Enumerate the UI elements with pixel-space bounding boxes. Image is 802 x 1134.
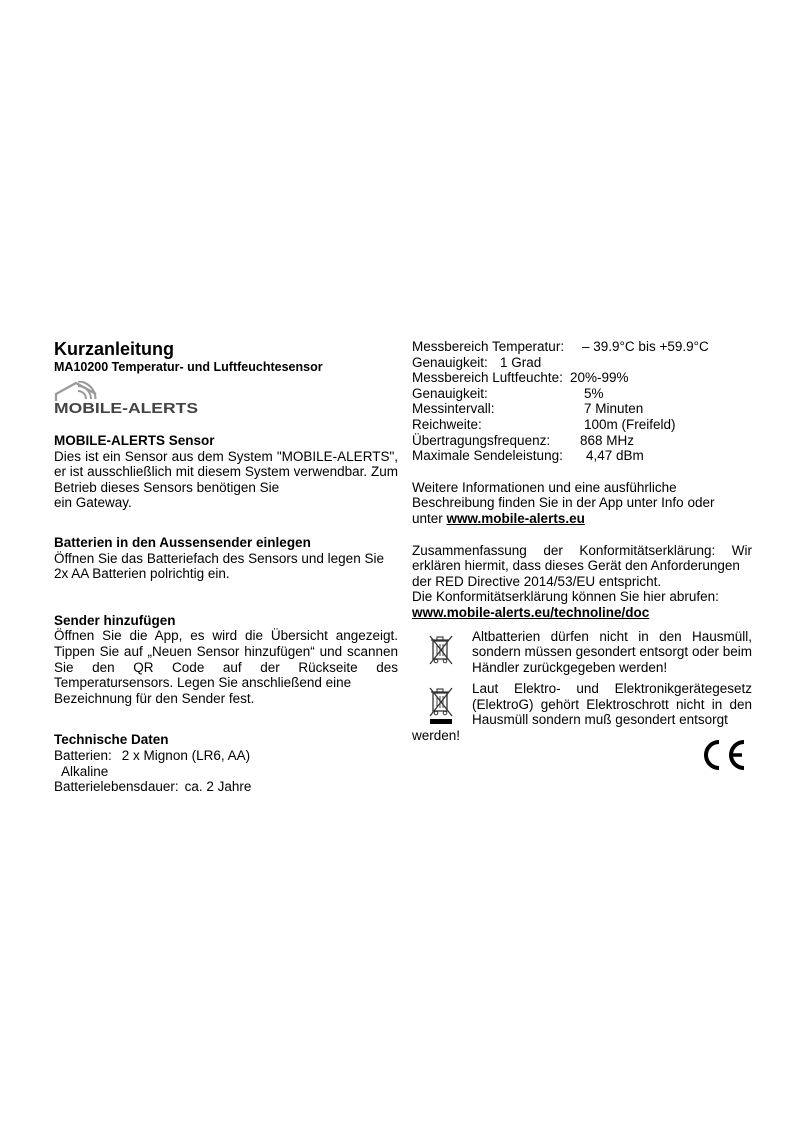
battery-description: Öffnen Sie das Batteriefach des Sensors und legen Sie 2x AA Batterien polrichtig ein.: [54, 550, 384, 582]
page-title: Kurzanleitung: [54, 339, 174, 359]
ce-mark-wrapper: [412, 738, 752, 772]
sensor-heading: MOBILE-ALERTS Sensor: [54, 433, 215, 448]
spec-label: Maximale Sendeleistung:: [412, 448, 563, 464]
website-link[interactable]: www.mobile-alerts.eu: [446, 510, 585, 526]
conformity-link[interactable]: www.mobile-alerts.eu/technoline/doc: [412, 604, 650, 620]
battery-disposal-notice: [412, 629, 752, 676]
battery-disposal-text: Altbatterien dürfen nicht in den Hausmüll, sondern müssen gesondert entsorgt oder beim Händler zurückgegeben werden!: [472, 628, 752, 675]
left-column: [54, 338, 398, 795]
spec-value: 7 Minuten: [584, 401, 644, 417]
spec-row: [412, 448, 752, 464]
info-prefix: unter: [412, 510, 443, 526]
tech-row-batteries: [54, 748, 398, 764]
tech-heading: Technische Daten: [54, 732, 169, 748]
sensor-description-end: ein Gateway.: [54, 495, 132, 511]
tech-batteries-extra: Alkaline: [61, 763, 109, 779]
spec-value: 1 Grad: [500, 354, 542, 370]
spec-value: 868 MHz: [580, 432, 635, 448]
spec-row: [412, 433, 752, 449]
spec-value: 5%: [584, 385, 604, 401]
ce-mark-icon: [700, 738, 748, 772]
conformity-directive: der RED Directive 2014/53/EU entspricht.: [412, 573, 662, 589]
spec-label: Reichweite:: [412, 416, 482, 432]
spec-label: Messintervall:: [412, 401, 495, 417]
mobile-alerts-logo: [54, 381, 200, 415]
battery-heading: Batterien in den Aussensender einlegen: [54, 534, 311, 550]
spec-row: [412, 386, 752, 402]
spec-row: [412, 355, 752, 371]
crossed-bin-bar-icon: [412, 681, 470, 728]
conformity-summary: Zusammenfassung der Konformitätserklärung: Wir erklären hiermit, dass dieses Gerät den Anforderungen: [412, 542, 752, 574]
tech-label: Batterielebensdauer:: [54, 779, 179, 795]
spec-value: 100m (Freifeld): [584, 416, 676, 432]
info-text: Weitere Informationen und eine ausführliche Beschreibung finden Sie in der App unter Info oder: [412, 479, 715, 511]
conformity-call: Die Konformitätserklärung können Sie hier abrufen:: [412, 589, 719, 605]
product-subtitle: MA10200 Temperatur- und Luftfeuchtesensor: [54, 360, 323, 374]
spec-row: [412, 417, 752, 433]
weee-disposal-end: werden!: [412, 728, 461, 744]
spec-value: – 39.9°C bis +59.9°C: [582, 339, 709, 354]
tech-value: ca. 2 Jahre: [184, 779, 252, 795]
tech-row-life: [54, 779, 398, 795]
weee-disposal-notice: [412, 681, 752, 728]
spec-value: 20%-99%: [570, 370, 629, 386]
tech-label: Batterien:: [54, 747, 112, 763]
logo-text: MOBILE-ALERTS: [54, 400, 198, 415]
add-sender-description-end: Bezeichnung für den Sender fest.: [54, 690, 255, 706]
spec-label: Genauigkeit:: [412, 354, 488, 370]
add-sender-description: Öffnen Sie die App, es wird die Übersicht angezeigt. Tippen Sie auf „Neuen Sensor hinzufügen“ und scannen Sie den QR Code auf der Rückseite des Temperatursensors. Legen Sie anschließend eine: [54, 628, 398, 691]
right-column: [412, 338, 752, 772]
spec-row: [412, 401, 752, 417]
spec-label: Übertragungsfrequenz:: [412, 432, 551, 448]
add-sender-heading: Sender hinzufügen: [54, 612, 176, 628]
spec-label: Messbereich Luftfeuchte:: [412, 370, 563, 386]
spec-row: [412, 370, 752, 386]
spec-value: 4,47 dBm: [586, 448, 644, 464]
tech-value: 2 x Mignon (LR6, AA): [121, 747, 251, 763]
weee-disposal-text: Laut Elektro- und Elektronikgerätegesetz (ElektroG) gehört Elektroschrott nicht in den Hausmüll sondern muß gesondert entsorgt: [472, 681, 752, 728]
spec-label: Genauigkeit:: [412, 385, 488, 401]
crossed-bin-icon: [412, 629, 470, 676]
info-line: [412, 511, 752, 527]
sensor-description: Dies ist ein Sensor aus dem System "MOBILE-ALERTS", er ist ausschließlich mit diesem System verwendbar. Zum Betrieb dieses Sensors benötigen Sie: [54, 448, 398, 495]
spec-row: [412, 339, 752, 355]
spec-label: Messbereich Temperatur:: [412, 339, 565, 354]
